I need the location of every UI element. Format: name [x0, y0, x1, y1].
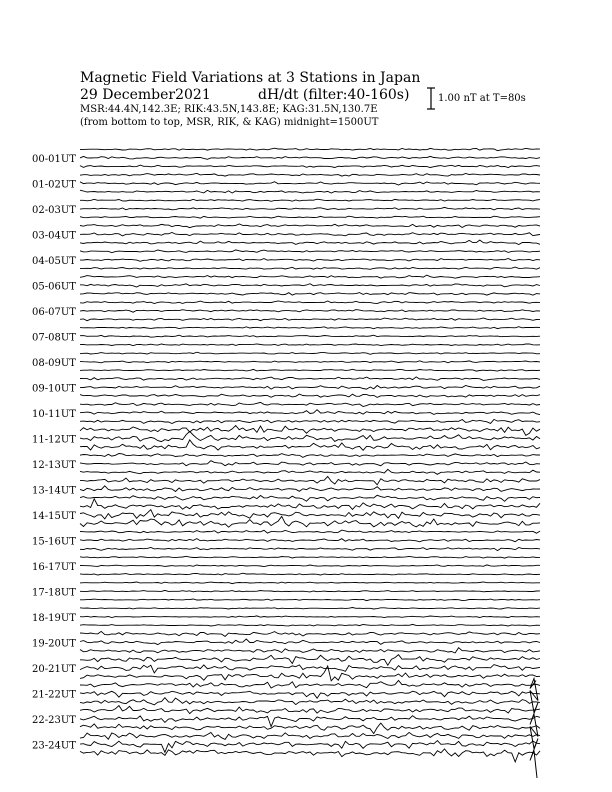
trace-kag — [80, 199, 540, 201]
trace-kag — [80, 148, 540, 150]
trace-rik — [80, 284, 540, 287]
trace-msr — [80, 495, 540, 501]
trace-rik — [80, 486, 540, 492]
trace-kag — [80, 608, 540, 610]
trace-kag — [80, 352, 540, 354]
trace-msr — [80, 698, 540, 705]
hour-label: 04-05UT — [32, 255, 76, 267]
hour-label: 01-02UT — [32, 179, 76, 191]
trace-msr — [80, 440, 540, 450]
date-label: 29 December2021 — [80, 87, 211, 103]
trace-rik — [80, 182, 540, 185]
trace-rik — [80, 510, 540, 519]
hour-label: 11-12UT — [32, 434, 76, 446]
trace-msr — [80, 165, 540, 167]
station-order-note: (from bottom to top, MSR, RIK, & KAG) midnight=1500UT — [80, 117, 379, 128]
hour-label: 12-13UT — [32, 459, 76, 471]
trace-rik — [80, 431, 540, 441]
trace-kag — [80, 582, 540, 584]
hour-label: 16-17UT — [32, 561, 76, 573]
trace-kag — [80, 499, 540, 510]
hour-label: 21-22UT — [32, 689, 76, 701]
trace-kag — [80, 476, 540, 484]
trace-kag — [80, 402, 540, 406]
hour-label: 07-08UT — [32, 332, 76, 344]
hour-label: 08-09UT — [32, 357, 76, 369]
trace-rik — [80, 716, 540, 727]
trace-kag — [80, 327, 540, 329]
trace-msr — [80, 516, 540, 527]
trace-msr — [80, 267, 540, 269]
trace-rik — [80, 386, 540, 390]
hour-label: 09-10UT — [32, 383, 76, 395]
trace-rik — [80, 639, 540, 645]
trace-kag — [80, 706, 540, 714]
station-coordinates: MSR:44.4N,142.3E; RIK:43.5N,143.8E; KAG:31.5N,130.7E — [80, 104, 378, 115]
trace-msr — [80, 749, 540, 762]
trace-rik — [80, 461, 540, 466]
scale-label: 1.00 nT at T=80s — [438, 93, 526, 104]
hour-label: 00-01UT — [32, 153, 76, 165]
trace-rik — [80, 691, 540, 698]
trace-msr — [80, 648, 540, 653]
trace-rik — [80, 310, 540, 313]
trace-msr — [80, 216, 540, 218]
trace-msr — [80, 369, 540, 371]
trace-rik — [80, 410, 540, 415]
hour-label: 06-07UT — [32, 306, 76, 318]
trace-msr — [80, 469, 540, 474]
trace-msr — [80, 344, 540, 346]
hour-label: 23-24UT — [32, 740, 76, 752]
hour-label: 13-14UT — [32, 485, 76, 497]
hour-label: 14-15UT — [32, 510, 76, 522]
hour-label: 10-11UT — [32, 408, 76, 420]
quantity-label: dH/dt (filter:40-160s) — [258, 87, 410, 103]
trace-rik — [80, 590, 540, 592]
hour-label: 05-06UT — [32, 281, 76, 293]
trace-kag — [80, 250, 540, 253]
trace-msr — [80, 723, 540, 734]
trace-rik — [80, 741, 540, 753]
trace-rik — [80, 335, 540, 337]
hour-label: 20-21UT — [32, 663, 76, 675]
trace-kag — [80, 556, 540, 558]
trace-msr — [80, 573, 540, 575]
trace-kag — [80, 655, 540, 666]
trace-msr — [80, 394, 540, 397]
trace-rik — [80, 156, 540, 159]
trace-kag — [80, 631, 540, 636]
trace-rik — [80, 259, 540, 262]
trace-kag — [80, 377, 540, 381]
hour-label: 22-23UT — [32, 714, 76, 726]
trace-kag — [80, 275, 540, 278]
chart-title: Magnetic Field Variations at 3 Stations in Japan — [80, 70, 421, 86]
trace-msr — [80, 548, 540, 551]
trace-msr — [80, 599, 540, 601]
trace-kag — [80, 173, 540, 176]
trace-kag — [80, 301, 540, 304]
hour-label: 19-20UT — [32, 638, 76, 650]
trace-kag — [80, 426, 540, 436]
trace-rik — [80, 233, 540, 236]
trace-msr — [80, 318, 540, 321]
trace-kag — [80, 530, 540, 533]
trace-rik — [80, 665, 540, 673]
trace-msr — [80, 293, 540, 296]
trace-kag — [80, 732, 540, 739]
trace-msr — [80, 190, 540, 193]
trace-kag — [80, 454, 540, 458]
trace-msr — [80, 419, 540, 423]
hour-label: 18-19UT — [32, 612, 76, 624]
hour-label: 15-16UT — [32, 536, 76, 548]
trace-rik — [80, 565, 540, 567]
hour-label: 02-03UT — [32, 204, 76, 216]
hour-label: 03-04UT — [32, 230, 76, 242]
trace-rik — [80, 207, 540, 210]
trace-kag — [80, 681, 540, 689]
hour-label: 17-18UT — [32, 587, 76, 599]
trace-msr — [80, 240, 540, 244]
trace-msr — [80, 624, 540, 626]
trace-rik — [80, 361, 540, 363]
trace-kag — [80, 224, 540, 228]
trace-rik — [80, 539, 540, 542]
trace-rik — [80, 616, 540, 618]
